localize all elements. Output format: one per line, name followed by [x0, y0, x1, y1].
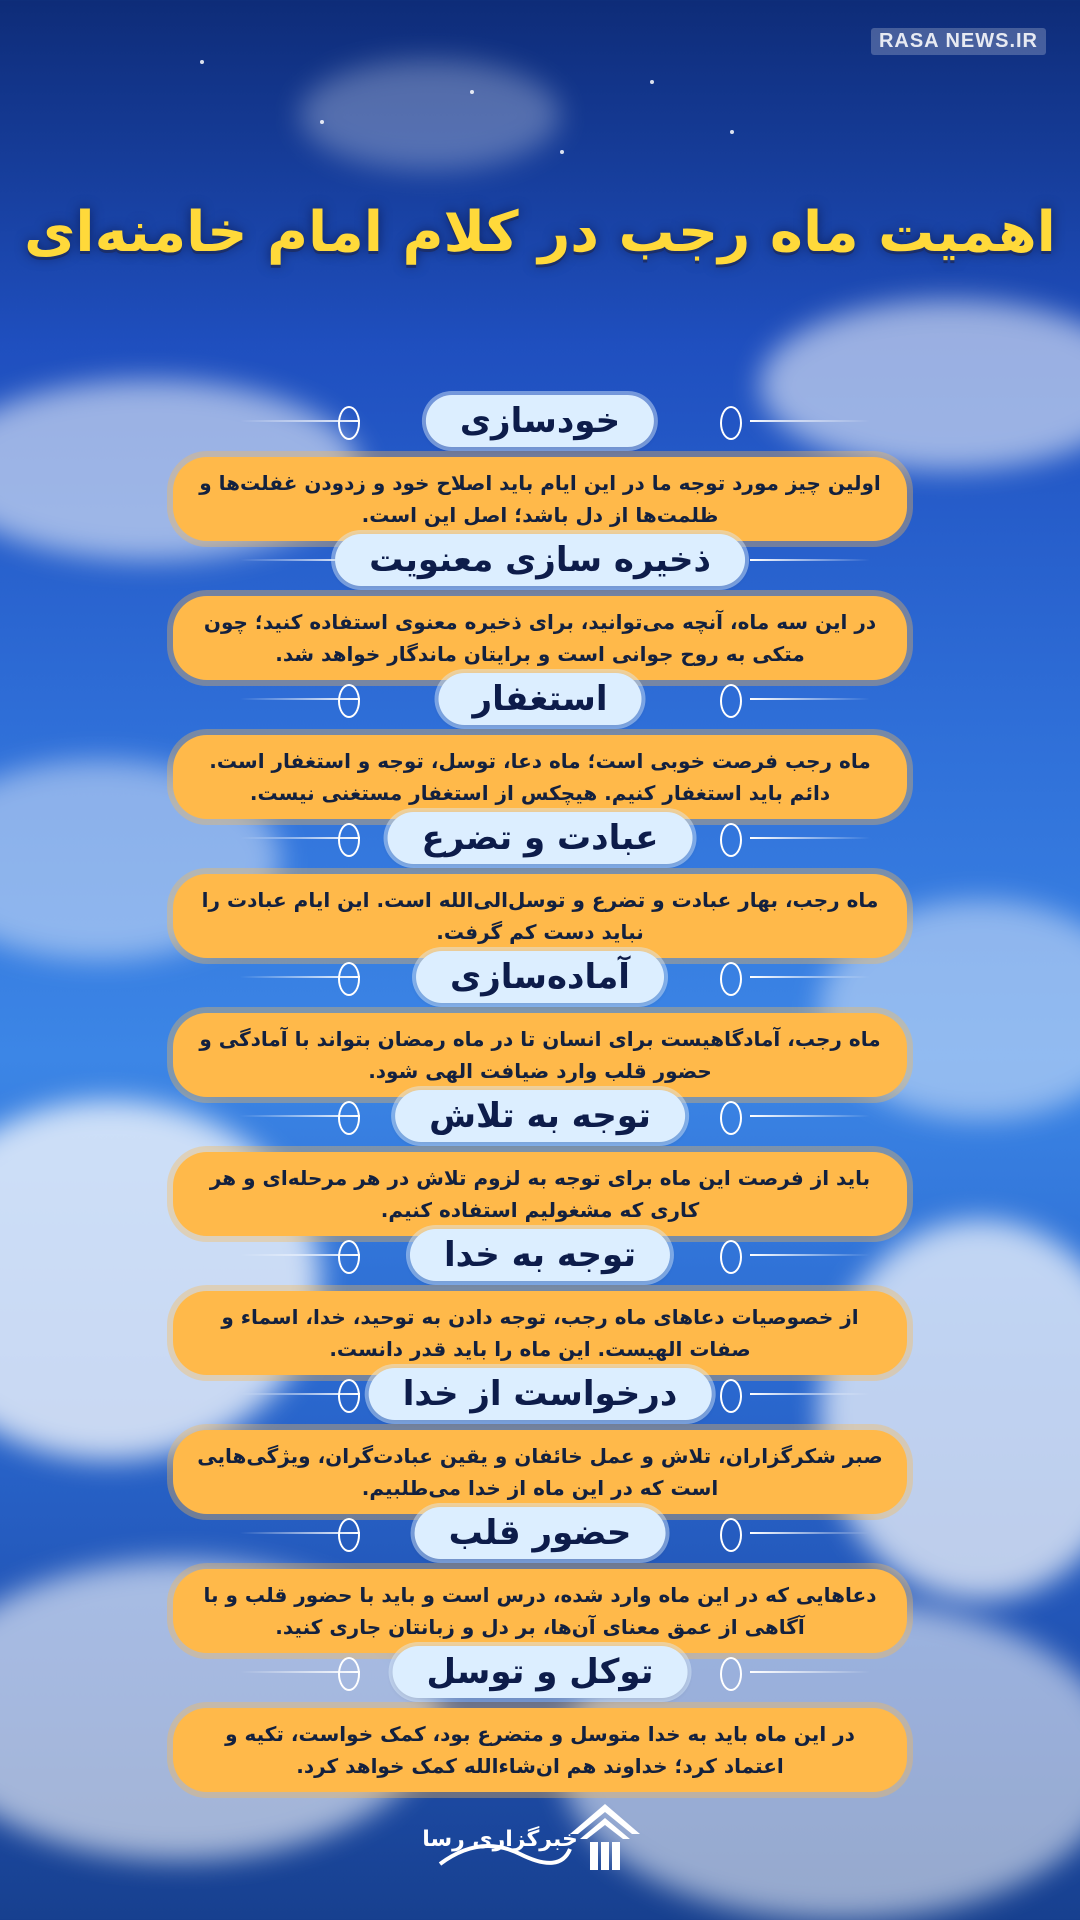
ornament-divider	[720, 1237, 870, 1273]
ornament-divider	[210, 1098, 360, 1134]
ornament-divider	[720, 820, 870, 856]
section-heading: آماده‌سازی	[416, 951, 664, 1003]
ornament-divider	[210, 403, 360, 439]
ornament-divider	[720, 959, 870, 995]
rasa-logo	[420, 1794, 660, 1884]
star	[730, 130, 734, 134]
section-item	[0, 1646, 1080, 1776]
ornament-divider	[720, 403, 870, 439]
ornament-divider	[720, 681, 870, 717]
cloud	[300, 60, 560, 170]
ornament-divider	[720, 1098, 870, 1134]
section-heading: درخواست از خدا	[369, 1368, 712, 1420]
section-item	[0, 951, 1080, 1081]
section-item	[0, 1507, 1080, 1637]
section-text: از خصوصیات دعاهای ماه رجب، توجه دادن به توحید، خدا، اسماء و صفات الهیست. این ماه را باید قدر دانست.	[173, 1291, 907, 1375]
ornament-divider	[720, 1376, 870, 1412]
star	[470, 90, 474, 94]
footer-logo-text: خبرگزاری رسا	[422, 1827, 578, 1852]
section-text: اولین چیز مورد توجه ما در این ایام باید اصلاح خود و زدودن غفلت‌ها و ظلمت‌ها از دل باشد؛ اصل این است.	[173, 457, 907, 541]
section-heading: ذخیره سازی معنویت	[335, 534, 745, 586]
section-text: صبر شکرگزاران، تلاش و عمل خائفان و یقین عبادت‌گران، ویژگی‌هایی است که در این ماه از خدا می‌طلبیم.	[173, 1430, 907, 1514]
section-item	[0, 395, 1080, 525]
section-item	[0, 673, 1080, 803]
section-text: دعاهایی که در این ماه وارد شده، درس است و باید با حضور قلب و با آگاهی از عمق معنای آن‌ها، بر دل و زبانتان جاری کنید.	[173, 1569, 907, 1653]
section-heading: خودسازی	[426, 395, 654, 447]
section-text: ماه رجب، آمادگاهیست برای انسان تا در ماه رمضان بتواند با آمادگی و حضور قلب وارد ضیافت الهی شود.	[173, 1013, 907, 1097]
ornament-divider	[210, 1376, 360, 1412]
ornament-divider	[210, 1515, 360, 1551]
ornament-divider	[210, 1654, 360, 1690]
watermark: RASA NEWS.IR	[871, 28, 1046, 55]
section-heading: توکل و توسل	[393, 1646, 688, 1698]
ornament-divider	[210, 1237, 360, 1273]
section-text: در این سه ماه، آنچه می‌توانید، برای ذخیره معنوی استفاده کنید؛ چون متکی به روح جوانی است و برایتان ماندگار خواهد شد.	[173, 596, 907, 680]
ornament-divider	[210, 681, 360, 717]
star	[200, 60, 204, 64]
section-text: ماه رجب فرصت خوبی است؛ ماه دعا، توسل، توجه و استغفار است. دائم باید استغفار کنیم. هیچکس از استغفار مستغنی نیست.	[173, 735, 907, 819]
star	[650, 80, 654, 84]
ornament-divider	[210, 959, 360, 995]
ornament-divider	[210, 820, 360, 856]
section-text: در این ماه باید به خدا متوسل و متضرع بود، کمک خواست، تکیه و اعتماد کرد؛ خداوند هم ان‌شاءالله کمک خواهد کرد.	[173, 1708, 907, 1792]
section-item	[0, 534, 1080, 664]
section-item	[0, 1229, 1080, 1359]
star	[320, 120, 324, 124]
section-item	[0, 1090, 1080, 1220]
section-text: ماه رجب، بهار عبادت و تضرع و توسل‌الی‌الله است. این ایام عبادت را نباید دست کم گرفت.	[173, 874, 907, 958]
section-heading: استغفار	[439, 673, 642, 725]
section-heading: حضور قلب	[415, 1507, 666, 1559]
ornament-divider	[720, 1654, 870, 1690]
star	[560, 150, 564, 154]
section-item	[0, 812, 1080, 942]
section-text: باید از فرصت این ماه برای توجه به لزوم تلاش در هر مرحله‌ای و هر کاری که مشغولیم استفاده کنیم.	[173, 1152, 907, 1236]
page-title: اهمیت ماه رجب در کلام امام خامنه‌ای	[24, 200, 1056, 265]
section-item	[0, 1368, 1080, 1498]
section-heading: توجه به خدا	[410, 1229, 670, 1281]
section-heading: عبادت و تضرع	[388, 812, 693, 864]
section-heading: توجه به تلاش	[395, 1090, 685, 1142]
ornament-divider	[720, 1515, 870, 1551]
